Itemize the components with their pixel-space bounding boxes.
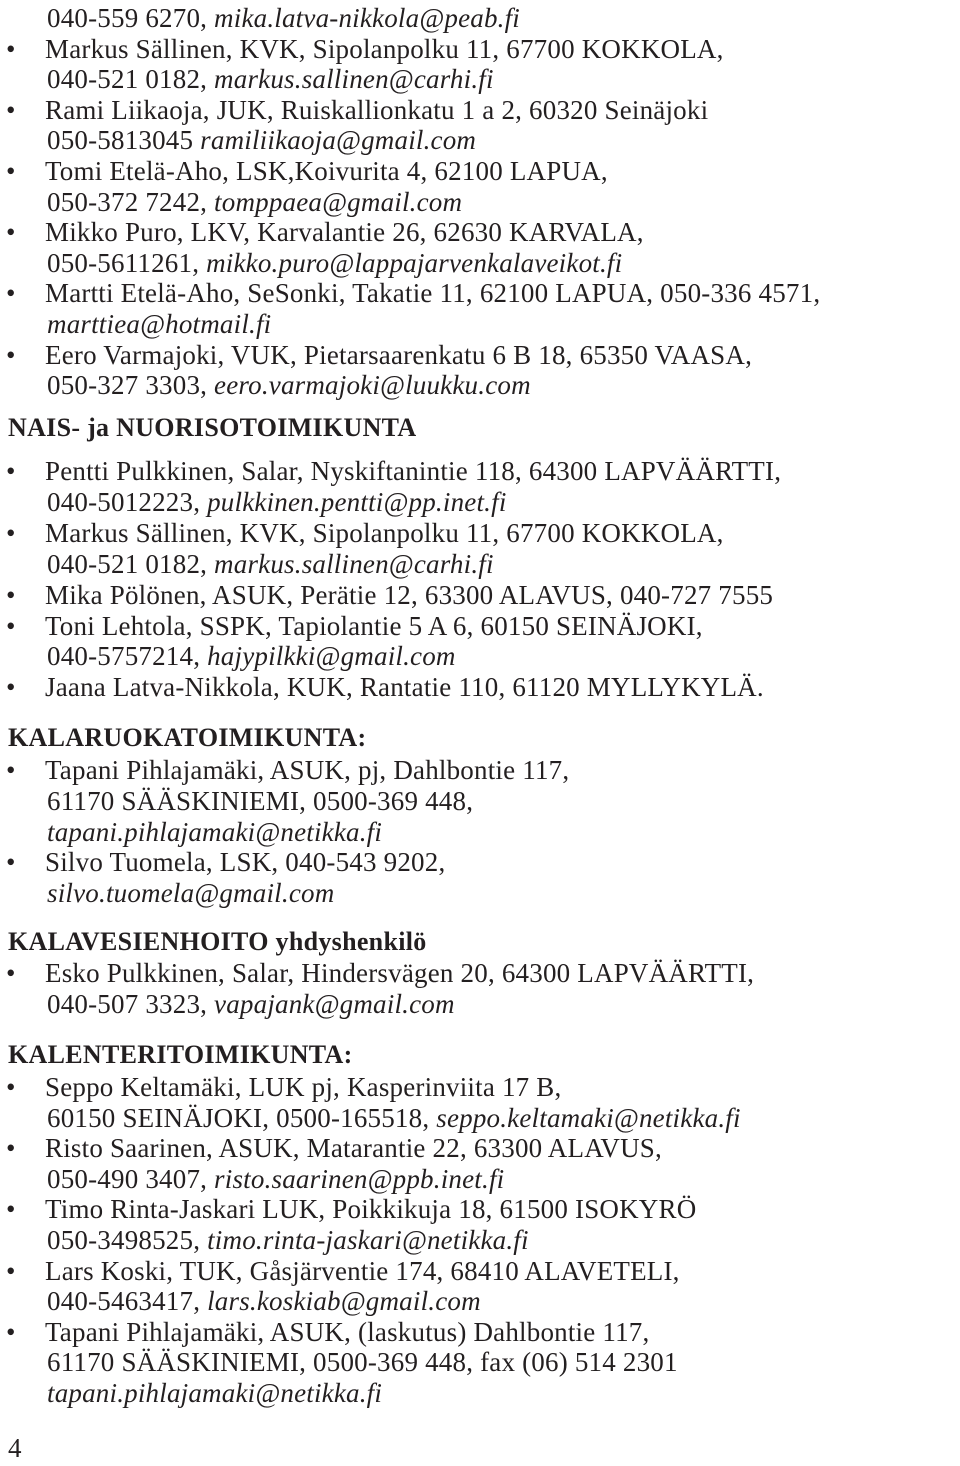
contact-text [47, 786, 473, 816]
list-item-continuation [0, 1103, 960, 1133]
section-heading-nais-nuoriso: NAIS- ja NUORISOTOIMIKUNTA [8, 413, 417, 442]
contact-text [45, 672, 764, 702]
contact-details: 050-3498525, [47, 1225, 208, 1255]
email-address: markus.sallinen@carhi.fi [214, 64, 494, 95]
email-address: risto.saarinen@ppb.inet.fi [214, 1163, 505, 1194]
bullet-icon: • [6, 579, 16, 610]
list-item-continuation [0, 125, 960, 155]
contact-text [45, 958, 754, 988]
contact-text [47, 187, 462, 217]
list-item-continuation [0, 989, 960, 1019]
email-address: marttiea@hotmail.fi [47, 309, 272, 339]
contact-text [47, 1103, 741, 1133]
email-address: lars.koskiab@gmail.com [207, 1286, 481, 1317]
bullet-icon: • [6, 672, 16, 703]
list-item-continuation [0, 641, 960, 671]
contact-details: Markus Sällinen, KVK, Sipolanpolku 11, 67700 KOKKOLA, [45, 517, 724, 548]
contact-details: Tomi Etelä-Aho, LSK,Koivurita 4, 62100 LAPUA, [45, 156, 608, 186]
contact-details: 050-5611261, [47, 247, 207, 278]
contact-text [47, 1378, 382, 1408]
contact-details: Seppo Keltamäki, LUK pj, Kasperinviita 17 B, [45, 1072, 562, 1102]
bullet-icon: • [6, 94, 16, 125]
email-address: seppo.keltamaki@netikka.fi [436, 1102, 741, 1133]
list-item [0, 340, 960, 370]
page-number: 4 [8, 1433, 22, 1463]
contact-text [45, 456, 781, 486]
contact-details: Tapani Pihlajamäki, ASUK, (laskutus) Dahlbontie 117, [45, 1316, 650, 1347]
contact-text [47, 1347, 678, 1377]
bullet-icon: • [6, 847, 16, 878]
email-address: vapajank@gmail.com [214, 988, 455, 1019]
list-item [0, 1317, 960, 1347]
list-item [0, 958, 960, 988]
contact-text [47, 248, 622, 278]
list-item [0, 1133, 960, 1163]
contact-text [47, 878, 334, 908]
bullet-icon: • [6, 156, 16, 186]
list-item [0, 580, 960, 610]
contact-details: 050-5813045 [47, 125, 201, 156]
contact-text [45, 847, 445, 877]
contact-text [47, 370, 531, 400]
list-item-continuation [0, 187, 960, 217]
contact-text [47, 1225, 529, 1255]
contact-text [47, 64, 494, 94]
email-address: mika.latva-nikkola@peab.fi [214, 3, 521, 33]
list-item-continuation [0, 370, 960, 400]
email-address: pulkkinen.pentti@pp.inet.fi [207, 486, 507, 517]
list-item-continuation [0, 1164, 960, 1194]
contact-text [47, 125, 476, 155]
list-item [0, 672, 960, 702]
contact-details: 040-5012223, [47, 486, 208, 517]
contact-details: Mikko Puro, LKV, Karvalantie 26, 62630 KARVALA, [45, 217, 644, 248]
contact-details: Martti Etelä-Aho, SeSonki, Takatie 11, 62100 LAPUA, 050-336 4571, [45, 278, 821, 309]
list-item [0, 518, 960, 548]
bullet-icon: • [6, 456, 16, 486]
section-heading-kalaruoka: KALARUOKATOIMIKUNTA: [8, 723, 367, 752]
list-item-continuation [0, 248, 960, 278]
bullet-icon: • [6, 217, 16, 248]
list-item [0, 1256, 960, 1286]
contact-details: Lars Koski, TUK, Gåsjärventie 174, 68410 ALAVETELI, [45, 1255, 680, 1286]
email-address: markus.sallinen@carhi.fi [214, 548, 494, 579]
email-address: hajypilkki@gmail.com [207, 641, 456, 672]
contact-text [47, 817, 382, 847]
email-address: silvo.tuomela@gmail.com [47, 878, 335, 909]
contact-text [47, 1164, 504, 1194]
contact-details: Eero Varmajoki, VUK, Pietarsaarenkatu 6 B 18, 65350 VAASA, [45, 339, 753, 370]
list-item [0, 156, 960, 186]
bullet-icon: • [6, 1194, 16, 1225]
list-item [0, 1072, 960, 1102]
contact-details: Rami Liikaoja, JUK, Ruiskallionkatu 1 a 2, 60320 Seinäjoki [45, 94, 709, 125]
contact-details: 040-507 3323, [47, 988, 215, 1019]
contact-text [45, 611, 703, 641]
email-address: ramiliikaoja@gmail.com [200, 125, 477, 156]
list-item-continuation [0, 64, 960, 94]
contact-text [47, 641, 456, 671]
contact-text [45, 1317, 649, 1347]
list-item [0, 456, 960, 486]
contact-details: 61170 SÄÄSKINIEMI, 0500-369 448, fax (06) 514 2301 [47, 1347, 678, 1378]
bullet-icon: • [6, 610, 16, 641]
bullet-icon: • [6, 958, 16, 988]
contact-text [45, 278, 820, 308]
contact-details: Timo Rinta-Jaskari LUK, Poikkikuja 18, 61500 ISOKYRÖ [45, 1194, 697, 1225]
contact-details: 050-372 7242, [47, 186, 215, 217]
list-item [0, 1194, 960, 1224]
contact-text [45, 217, 644, 247]
contact-details: 040-559 6270, [47, 3, 215, 33]
list-item-continuation [0, 549, 960, 579]
list-item-continuation [0, 1378, 960, 1408]
email-address: timo.rinta-jaskari@netikka.fi [207, 1225, 529, 1255]
contact-text [47, 3, 520, 33]
contact-text [45, 156, 608, 186]
contact-details: Pentti Pulkkinen, Salar, Nyskiftanintie 118, 64300 LAPVÄÄRTTI, [45, 456, 782, 486]
contact-text [45, 755, 569, 785]
contact-text [45, 1194, 696, 1224]
list-item-continuation [0, 1286, 960, 1316]
contact-details: Silvo Tuomela, LSK, 040-543 9202, [45, 847, 446, 878]
contact-text [47, 1286, 481, 1316]
contact-details: 040-521 0182, [47, 64, 215, 95]
bullet-icon: • [6, 33, 16, 64]
contact-details: 040-5757214, [47, 641, 208, 672]
list-item-continuation [0, 1347, 960, 1377]
list-item [0, 611, 960, 641]
contact-details: Risto Saarinen, ASUK, Matarantie 22, 63300 ALAVUS, [45, 1133, 662, 1164]
contact-text [45, 1072, 561, 1102]
contact-details: Jaana Latva-Nikkola, KUK, Rantatie 110, 61120 MYLLYKYLÄ. [45, 672, 764, 703]
contact-text [47, 989, 455, 1019]
contact-details: Tapani Pihlajamäki, ASUK, pj, Dahlbontie 117, [45, 755, 570, 785]
contact-text [47, 487, 507, 517]
email-address: tomppaea@gmail.com [214, 186, 463, 217]
list-item-continuation [0, 878, 960, 908]
contact-details: Markus Sällinen, KVK, Sipolanpolku 11, 67700 KOKKOLA, [45, 33, 724, 64]
list-item-continuation [0, 487, 960, 517]
bullet-icon: • [6, 1133, 16, 1164]
contact-text [45, 580, 773, 610]
bullet-icon: • [6, 1072, 16, 1102]
list-item [0, 755, 960, 785]
bullet-icon: • [6, 1255, 16, 1286]
list-item-continuation [0, 1225, 960, 1255]
contact-details: 050-327 3303, [47, 370, 215, 401]
email-address: tapani.pihlajamaki@netikka.fi [47, 1378, 383, 1408]
contact-details: 040-5463417, [47, 1286, 208, 1317]
email-address: eero.varmajoki@luukku.com [214, 370, 531, 401]
email-address: tapani.pihlajamaki@netikka.fi [47, 816, 383, 847]
list-item [0, 217, 960, 247]
section-heading-kalavesienhoito: KALAVESIENHOITO yhdyshenkilö [8, 927, 427, 956]
contact-text [45, 1256, 680, 1286]
list-item-continuation [0, 309, 960, 339]
email-address: mikko.puro@lappajarvenkalaveikot.fi [206, 247, 623, 278]
bullet-icon: • [6, 1316, 16, 1347]
bullet-icon: • [6, 278, 16, 309]
contact-details: Toni Lehtola, SSPK, Tapiolantie 5 A 6, 60150 SEINÄJOKI, [45, 610, 703, 641]
bullet-icon: • [6, 755, 16, 785]
contact-details: 040-521 0182, [47, 548, 215, 579]
bullet-icon: • [6, 517, 16, 548]
contact-text [45, 1133, 662, 1163]
list-item [0, 278, 960, 308]
list-item [0, 34, 960, 64]
contact-details: 61170 SÄÄSKINIEMI, 0500-369 448, [47, 785, 474, 816]
list-item-continuation [0, 786, 960, 816]
contact-text [45, 95, 708, 125]
list-item-continuation [0, 3, 960, 33]
contact-text [45, 518, 724, 548]
contact-text [45, 34, 724, 64]
list-item [0, 847, 960, 877]
section-heading-kalenteri: KALENTERITOIMIKUNTA: [8, 1040, 353, 1069]
list-item [0, 95, 960, 125]
contact-text [47, 549, 494, 579]
bullet-icon: • [6, 339, 16, 370]
contact-text [47, 309, 271, 339]
contact-details: Esko Pulkkinen, Salar, Hindersvägen 20, 64300 LAPVÄÄRTTI, [45, 958, 755, 988]
contact-text [45, 340, 752, 370]
list-item-continuation [0, 817, 960, 847]
contact-details: Mika Pölönen, ASUK, Perätie 12, 63300 ALAVUS, 040-727 7555 [45, 579, 774, 610]
contact-details: 050-490 3407, [47, 1163, 215, 1194]
contact-details: 60150 SEINÄJOKI, 0500-165518, [47, 1102, 437, 1133]
